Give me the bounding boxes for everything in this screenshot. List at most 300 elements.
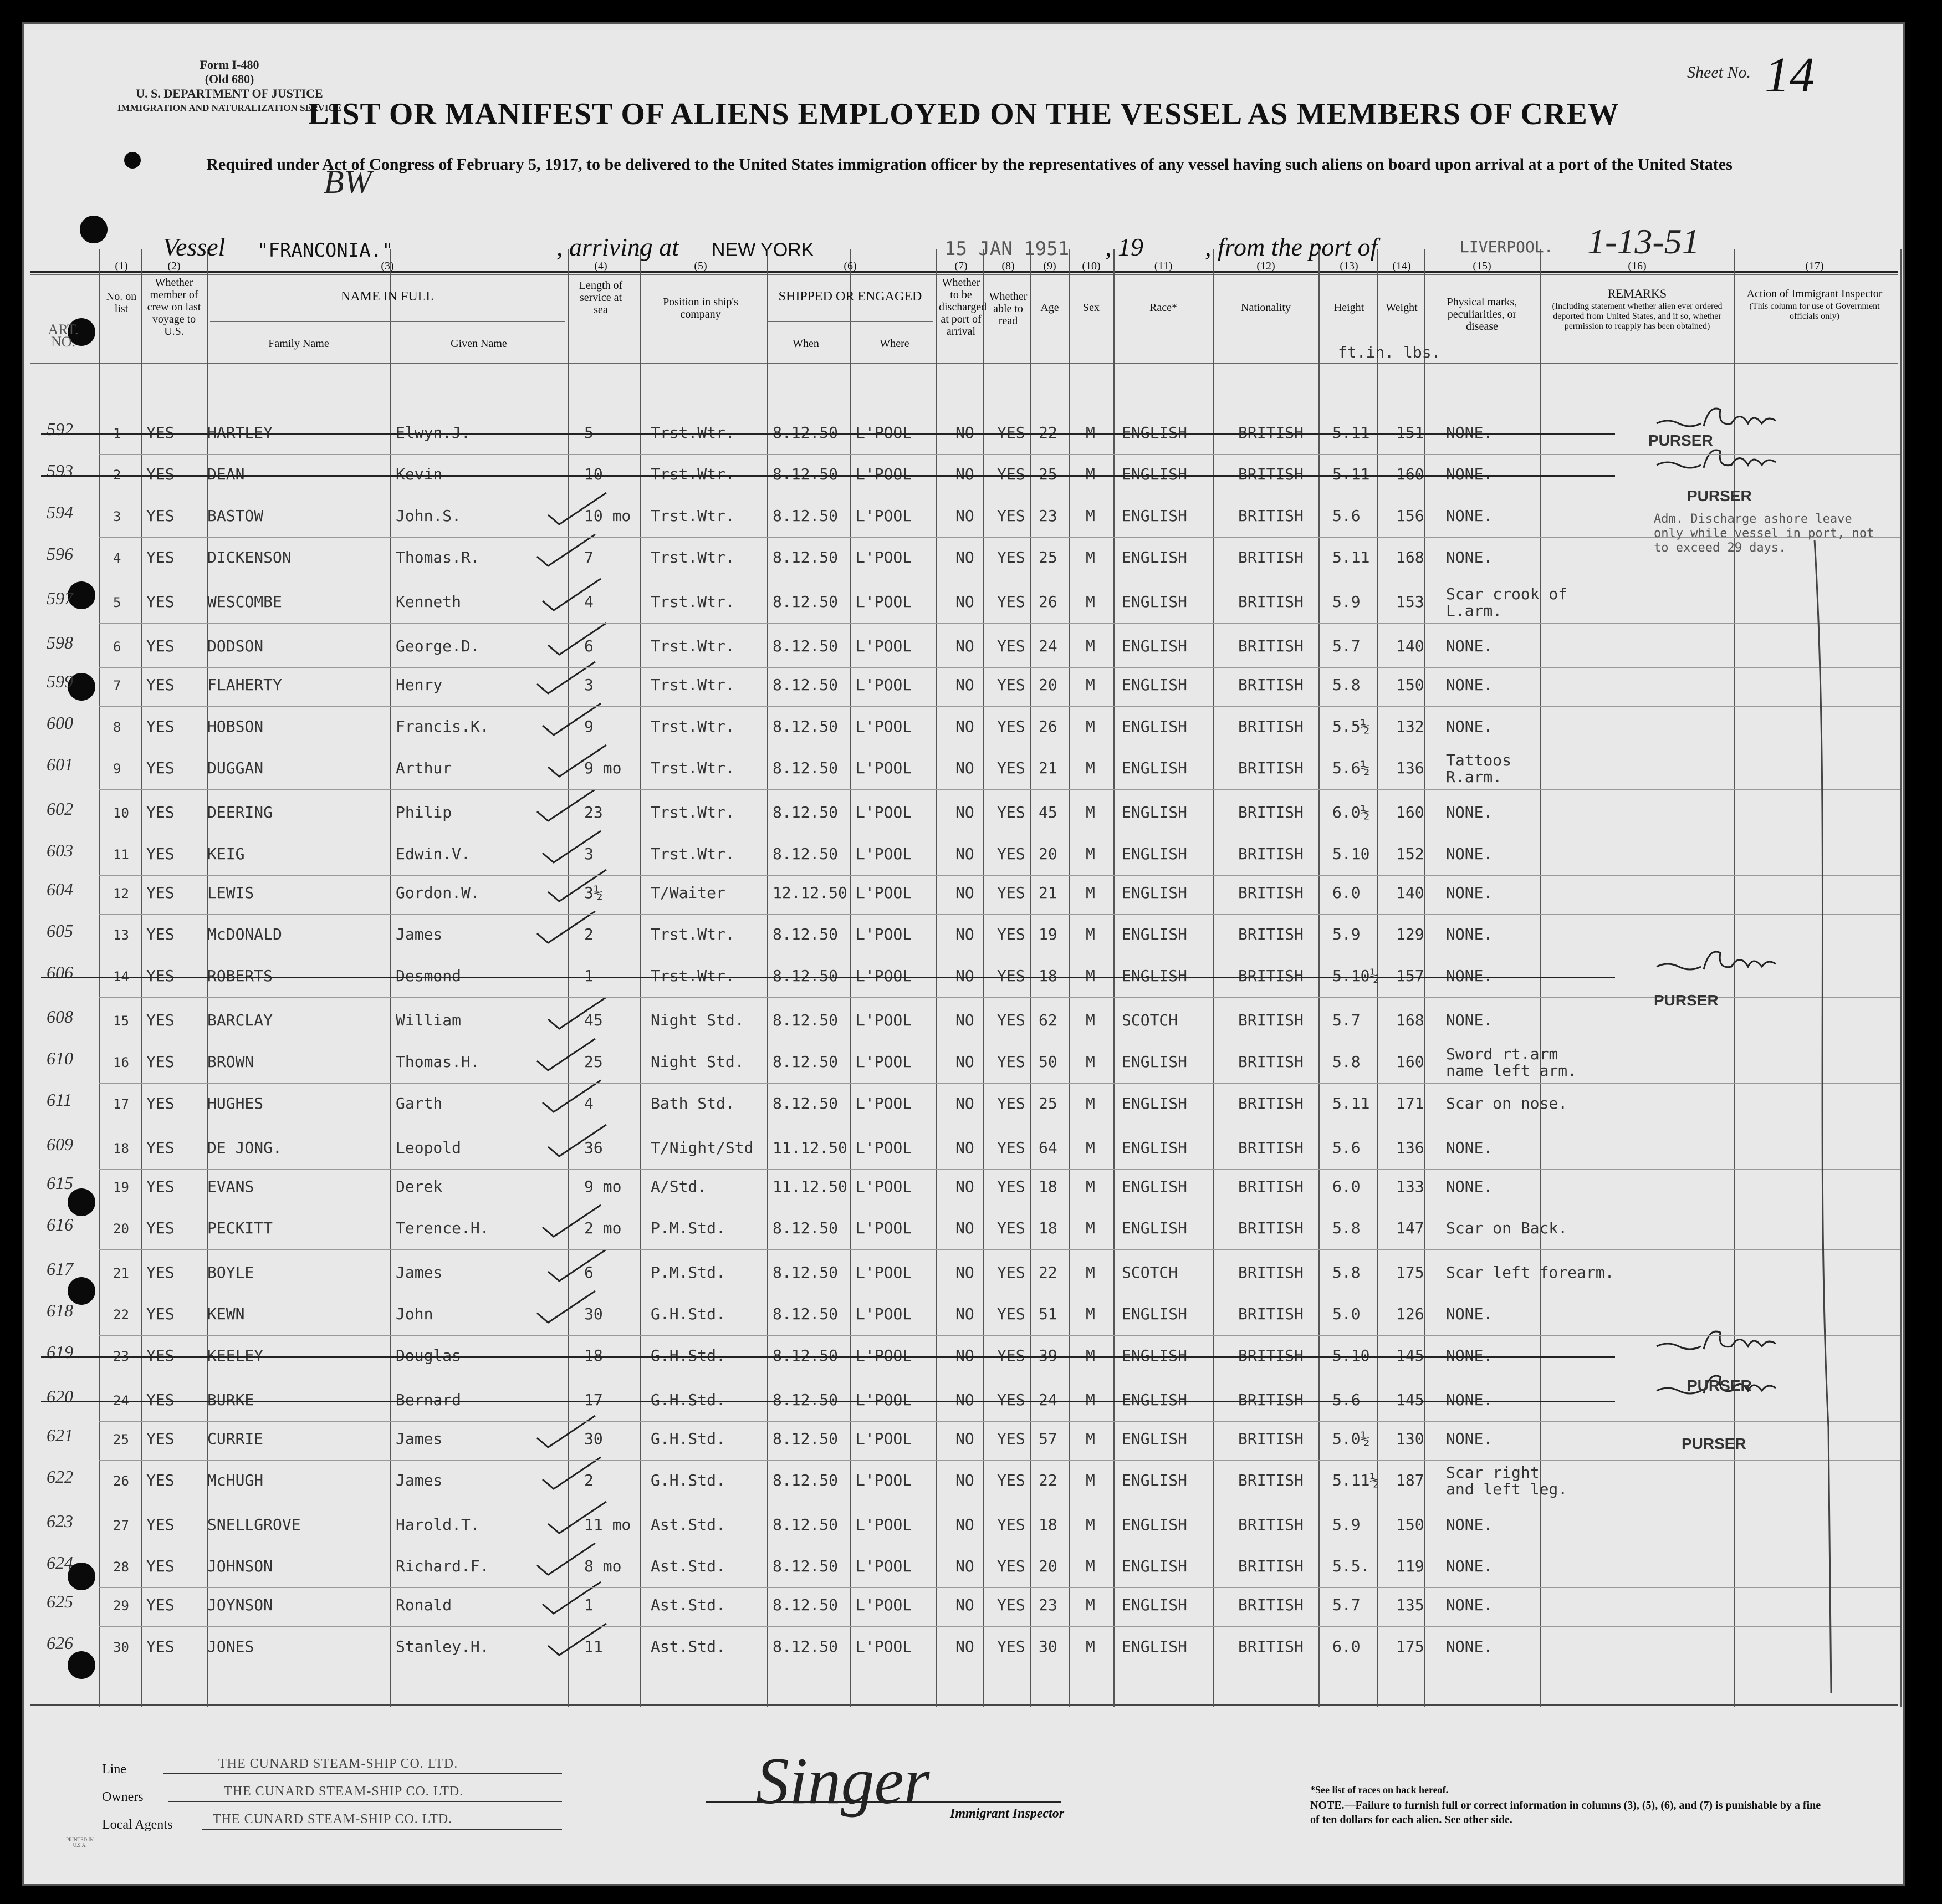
cell-weight: 140 xyxy=(1396,884,1424,902)
cell-given-name: James xyxy=(396,1471,443,1489)
cell-age: 21 xyxy=(1039,759,1057,777)
cell-height: 5.0 xyxy=(1332,1305,1361,1323)
cell-service-length: 4 xyxy=(584,593,594,611)
cell-physical-marks: NONE. xyxy=(1446,1177,1493,1196)
cell-race: ENGLISH xyxy=(1122,423,1188,442)
table-row xyxy=(24,1045,1903,1091)
cell-family-name: FLAHERTY xyxy=(207,676,282,694)
cell-height: 5.0½ xyxy=(1332,1430,1370,1448)
form-number: Form I-480 xyxy=(200,58,259,72)
cell-race: ENGLISH xyxy=(1122,1053,1188,1071)
check-mark-icon xyxy=(534,787,601,825)
cell-age: 18 xyxy=(1039,967,1057,985)
cell-position: Ast.Std. xyxy=(651,1637,725,1656)
cell-nationality: BRITISH xyxy=(1238,1391,1304,1409)
cell-service-length: 4 xyxy=(584,1094,594,1112)
cell-shipped-when: 8.12.50 xyxy=(773,1305,839,1323)
cell-shipped-when: 8.12.50 xyxy=(773,1471,839,1489)
cell-family-name: ROBERTS xyxy=(207,967,273,985)
cell-height: 5.10 xyxy=(1332,845,1370,863)
cell-height: 5.6 xyxy=(1332,1139,1361,1157)
table-row xyxy=(24,461,1903,504)
table-row xyxy=(24,1173,1903,1216)
row-rule xyxy=(99,537,1900,538)
cell-given-name: Thomas.H. xyxy=(396,1053,480,1071)
cell-given-name: James xyxy=(396,925,443,943)
cell-art: 604 xyxy=(47,879,73,899)
cell-height: 5.10½ xyxy=(1332,967,1379,985)
cell-able-to-read: YES xyxy=(997,1305,1025,1323)
cell-crew-last-voyage: YES xyxy=(146,1346,175,1365)
cell-service-length: 9 mo xyxy=(584,1177,622,1196)
cell-discharged: NO xyxy=(955,1177,974,1196)
cell-family-name: DEERING xyxy=(207,803,273,821)
cell-physical-marks: NONE. xyxy=(1446,884,1493,902)
cell-able-to-read: YES xyxy=(997,465,1025,483)
cell-row-number: 9 xyxy=(113,761,121,777)
cell-family-name: JOYNSON xyxy=(207,1596,273,1614)
cell-race: ENGLISH xyxy=(1122,967,1188,985)
cell-shipped-where: L'POOL xyxy=(856,717,912,736)
remark-note: Adm. Discharge ashore leave only while vessel in port, not to exceed 29 days. xyxy=(1654,512,1874,555)
cell-height: 5.8 xyxy=(1332,1053,1361,1071)
cell-age: 39 xyxy=(1039,1346,1057,1365)
service-name: IMMIGRATION AND NATURALIZATION SERVICE xyxy=(117,103,342,113)
cell-crew-last-voyage: YES xyxy=(146,1177,175,1196)
cell-physical-marks: NONE. xyxy=(1446,676,1493,694)
cell-age: 18 xyxy=(1039,1219,1057,1237)
cell-given-name: Kevin xyxy=(396,465,443,483)
cell-race: ENGLISH xyxy=(1122,1471,1188,1489)
cell-art: 619 xyxy=(47,1342,73,1362)
col-number: (5) xyxy=(694,260,707,272)
cell-able-to-read: YES xyxy=(997,1094,1025,1112)
agents-rule xyxy=(202,1829,562,1830)
cell-age: 24 xyxy=(1039,1391,1057,1409)
cell-position: Ast.Std. xyxy=(651,1557,725,1575)
table-row xyxy=(24,1259,1903,1302)
row-rule xyxy=(99,997,1900,998)
cell-sex: M xyxy=(1086,1053,1095,1071)
cell-nationality: BRITISH xyxy=(1238,845,1304,863)
cell-art: 618 xyxy=(47,1300,73,1320)
cell-able-to-read: YES xyxy=(997,1515,1025,1534)
cell-given-name: Desmond xyxy=(396,967,462,985)
col-header-remarks-note: (Including statement whether alien ever ordered deported from United States, and if so, whether permission to reapply has been obtained) xyxy=(1552,302,1723,331)
table-row xyxy=(24,799,1903,842)
cell-nationality: BRITISH xyxy=(1238,1430,1304,1448)
cell-physical-marks: NONE. xyxy=(1446,465,1493,483)
cell-physical-marks: NONE. xyxy=(1446,1430,1493,1448)
check-mark-icon xyxy=(534,659,601,698)
row-rule xyxy=(99,914,1900,915)
cell-sex: M xyxy=(1086,759,1095,777)
cell-art: 616 xyxy=(47,1214,73,1234)
cell-shipped-where: L'POOL xyxy=(856,1305,912,1323)
cell-family-name: DUGGAN xyxy=(207,759,264,777)
cell-position: Trst.Wtr. xyxy=(651,967,735,985)
cell-height: 5.9 xyxy=(1332,593,1361,611)
cell-age: 23 xyxy=(1039,1596,1057,1614)
col-header-able-to-read: Whether able to read xyxy=(989,290,1028,327)
cell-shipped-where: L'POOL xyxy=(856,1515,912,1534)
cell-nationality: BRITISH xyxy=(1238,507,1304,525)
cell-row-number: 2 xyxy=(113,467,121,483)
cell-able-to-read: YES xyxy=(997,845,1025,863)
table-row xyxy=(24,1214,1903,1258)
cell-shipped-when: 8.12.50 xyxy=(773,465,839,483)
cell-service-length: 2 mo xyxy=(584,1219,622,1237)
sheet-number: 14 xyxy=(1765,48,1815,103)
cell-weight: 150 xyxy=(1396,676,1424,694)
cell-race: ENGLISH xyxy=(1122,1391,1188,1409)
cell-physical-marks-line2: L.arm. xyxy=(1446,601,1503,620)
cell-position: Trst.Wtr. xyxy=(651,423,735,442)
cell-discharged: NO xyxy=(955,925,974,943)
cell-age: 18 xyxy=(1039,1515,1057,1534)
cell-discharged: NO xyxy=(955,1515,974,1534)
table-row xyxy=(24,632,1903,676)
cell-crew-last-voyage: YES xyxy=(146,803,175,821)
cell-position: Trst.Wtr. xyxy=(651,676,735,694)
cell-weight: 136 xyxy=(1396,759,1424,777)
cell-art: 609 xyxy=(47,1134,73,1154)
cell-race: ENGLISH xyxy=(1122,465,1188,483)
name-subrule xyxy=(210,321,565,322)
cell-service-length: 30 xyxy=(584,1430,603,1448)
cell-art: 594 xyxy=(47,502,73,522)
cell-shipped-where: L'POOL xyxy=(856,1557,912,1575)
cell-row-number: 4 xyxy=(113,550,121,566)
cell-physical-marks: NONE. xyxy=(1446,1391,1493,1409)
cell-given-name: Ronald xyxy=(396,1596,452,1614)
cell-shipped-when: 8.12.50 xyxy=(773,423,839,442)
col-header-height: Height xyxy=(1333,302,1364,314)
cell-physical-marks: NONE. xyxy=(1446,1139,1493,1157)
cell-service-length: 5 xyxy=(584,423,594,442)
col-number: (9) xyxy=(1043,260,1056,272)
cell-nationality: BRITISH xyxy=(1238,1219,1304,1237)
cell-physical-marks: Sword rt.arm xyxy=(1446,1045,1558,1063)
cell-position: Ast.Std. xyxy=(651,1596,725,1614)
cell-race: SCOTCH xyxy=(1122,1263,1178,1282)
cell-discharged: NO xyxy=(955,1637,974,1656)
cell-given-name: John.S. xyxy=(396,507,462,525)
cell-discharged: NO xyxy=(955,1219,974,1237)
cell-race: ENGLISH xyxy=(1122,1515,1188,1534)
cell-shipped-when: 8.12.50 xyxy=(773,1596,839,1614)
cell-weight: 150 xyxy=(1396,1515,1424,1534)
cell-discharged: NO xyxy=(955,465,974,483)
cell-nationality: BRITISH xyxy=(1238,967,1304,985)
cell-height: 5.11 xyxy=(1332,465,1370,483)
cell-shipped-where: L'POOL xyxy=(856,1263,912,1282)
cell-crew-last-voyage: YES xyxy=(146,676,175,694)
cell-sex: M xyxy=(1086,1430,1095,1448)
cell-age: 25 xyxy=(1039,548,1057,566)
from-port: LIVERPOOL. xyxy=(1460,238,1553,256)
cell-nationality: BRITISH xyxy=(1238,1011,1304,1029)
col-number: (16) xyxy=(1628,260,1647,272)
cell-position: Trst.Wtr. xyxy=(651,507,735,525)
cell-family-name: KEWN xyxy=(207,1305,245,1323)
cell-weight: 175 xyxy=(1396,1637,1424,1656)
sheet-label: Sheet No. xyxy=(1687,63,1751,81)
cell-crew-last-voyage: YES xyxy=(146,637,175,655)
cell-height: 5.9 xyxy=(1332,925,1361,943)
col-number: (12) xyxy=(1256,260,1275,272)
cell-able-to-read: YES xyxy=(997,1263,1025,1282)
cell-age: 45 xyxy=(1039,803,1057,821)
cell-crew-last-voyage: YES xyxy=(146,759,175,777)
cell-family-name: EVANS xyxy=(207,1177,254,1196)
cell-given-name: Arthur xyxy=(396,759,452,777)
cell-row-number: 30 xyxy=(113,1640,129,1655)
cell-shipped-where: L'POOL xyxy=(856,1219,912,1237)
cell-shipped-when: 8.12.50 xyxy=(773,1011,839,1029)
cell-given-name: Terence.H. xyxy=(396,1219,489,1237)
cell-age: 30 xyxy=(1039,1637,1057,1656)
check-mark-icon xyxy=(545,1122,612,1161)
cell-weight: 171 xyxy=(1396,1094,1424,1112)
cell-weight: 160 xyxy=(1396,465,1424,483)
cell-position: Trst.Wtr. xyxy=(651,593,735,611)
cell-physical-marks: NONE. xyxy=(1446,1557,1493,1575)
cell-shipped-where: L'POOL xyxy=(856,465,912,483)
cell-discharged: NO xyxy=(955,1430,974,1448)
cell-sex: M xyxy=(1086,637,1095,655)
purser-stamp: PURSER xyxy=(1648,432,1713,449)
cell-shipped-when: 8.12.50 xyxy=(773,1094,839,1112)
col-header-inspector-action: Action of Immigrant Inspector xyxy=(1746,288,1883,300)
units-row: ft.in. lbs. xyxy=(1338,343,1441,361)
cell-shipped-where: L'POOL xyxy=(856,759,912,777)
cell-row-number: 5 xyxy=(113,595,121,610)
handwritten-initials: BW xyxy=(324,164,372,200)
owners-rule xyxy=(168,1801,562,1802)
cell-family-name: BARCLAY xyxy=(207,1011,273,1029)
cell-crew-last-voyage: YES xyxy=(146,1139,175,1157)
cell-height: 5.8 xyxy=(1332,676,1361,694)
cell-sex: M xyxy=(1086,1515,1095,1534)
cell-race: ENGLISH xyxy=(1122,1094,1188,1112)
cell-shipped-where: L'POOL xyxy=(856,637,912,655)
cell-art: 603 xyxy=(47,840,73,860)
check-mark-icon xyxy=(545,620,612,659)
table-row xyxy=(24,1090,1903,1133)
cell-height: 5.10 xyxy=(1332,1346,1370,1365)
col-number: (11) xyxy=(1154,260,1173,272)
cell-shipped-when: 8.12.50 xyxy=(773,803,839,821)
cell-physical-marks: NONE. xyxy=(1446,1637,1493,1656)
cell-nationality: BRITISH xyxy=(1238,593,1304,611)
cell-crew-last-voyage: YES xyxy=(146,423,175,442)
remark-bracket-line xyxy=(1809,540,1842,1693)
cell-row-number: 11 xyxy=(113,847,129,862)
check-mark-icon xyxy=(534,1413,601,1452)
col-header-crew-last-voyage: Whether member of crew on last voyage to U.S. xyxy=(147,277,201,338)
cell-age: 50 xyxy=(1039,1053,1057,1071)
cell-given-name: Bernard xyxy=(396,1391,462,1409)
cell-row-number: 27 xyxy=(113,1518,129,1533)
cell-crew-last-voyage: YES xyxy=(146,1094,175,1112)
cell-physical-marks: NONE. xyxy=(1446,1346,1493,1365)
cell-service-length: 11 xyxy=(584,1637,603,1656)
cell-weight: 119 xyxy=(1396,1557,1424,1575)
cell-given-name: George.D. xyxy=(396,637,480,655)
cell-row-number: 8 xyxy=(113,719,121,735)
cell-row-number: 28 xyxy=(113,1559,129,1575)
cell-row-number: 6 xyxy=(113,639,121,655)
cell-weight: 152 xyxy=(1396,845,1424,863)
cell-able-to-read: YES xyxy=(997,1391,1025,1409)
cell-family-name: PECKITT xyxy=(207,1219,273,1237)
cell-able-to-read: YES xyxy=(997,593,1025,611)
col-number: (3) xyxy=(381,260,394,272)
cell-art: 601 xyxy=(47,754,73,774)
cell-weight: 145 xyxy=(1396,1391,1424,1409)
cell-age: 62 xyxy=(1039,1011,1057,1029)
cell-discharged: NO xyxy=(955,507,974,525)
cell-age: 51 xyxy=(1039,1305,1057,1323)
cell-shipped-where: L'POOL xyxy=(856,1471,912,1489)
col-number: (2) xyxy=(167,260,181,272)
cell-shipped-when: 8.12.50 xyxy=(773,759,839,777)
row-rule xyxy=(99,1169,1900,1170)
table-row xyxy=(24,751,1903,798)
cell-crew-last-voyage: YES xyxy=(146,1515,175,1534)
cell-sex: M xyxy=(1086,717,1095,736)
col-header-nationality: Nationality xyxy=(1241,302,1291,314)
cell-race: ENGLISH xyxy=(1122,884,1188,902)
cell-crew-last-voyage: YES xyxy=(146,1557,175,1575)
cell-shipped-when: 8.12.50 xyxy=(773,1391,839,1409)
cell-discharged: NO xyxy=(955,1471,974,1489)
table-row xyxy=(24,1300,1903,1344)
cell-race: ENGLISH xyxy=(1122,676,1188,694)
department-name: U. S. DEPARTMENT OF JUSTICE xyxy=(136,86,323,100)
cell-discharged: NO xyxy=(955,1305,974,1323)
cell-position: Bath Std. xyxy=(651,1094,735,1112)
col-number: (14) xyxy=(1392,260,1411,272)
cell-nationality: BRITISH xyxy=(1238,548,1304,566)
cell-art: 608 xyxy=(47,1007,73,1027)
col-number: (4) xyxy=(594,260,607,272)
cell-physical-marks: NONE. xyxy=(1446,1596,1493,1614)
cell-given-name: Henry xyxy=(396,676,443,694)
col-header-no-on-list: No. on list xyxy=(106,290,137,315)
cell-family-name: DE JONG. xyxy=(207,1139,282,1157)
col-number: (13) xyxy=(1340,260,1358,272)
cell-art: 626 xyxy=(47,1633,73,1653)
cell-crew-last-voyage: YES xyxy=(146,884,175,902)
cell-sex: M xyxy=(1086,676,1095,694)
cell-service-length: 6 xyxy=(584,637,594,655)
cell-given-name: Edwin.V. xyxy=(396,845,471,863)
cell-nationality: BRITISH xyxy=(1238,884,1304,902)
cell-height: 5.11 xyxy=(1332,1094,1370,1112)
cell-position: Trst.Wtr. xyxy=(651,803,735,821)
cell-family-name: BROWN xyxy=(207,1053,254,1071)
cell-shipped-when: 8.12.50 xyxy=(773,1637,839,1656)
cell-physical-marks: Scar on nose. xyxy=(1446,1094,1568,1112)
cell-row-number: 13 xyxy=(113,927,129,943)
cell-shipped-where: L'POOL xyxy=(856,925,912,943)
cell-nationality: BRITISH xyxy=(1238,1177,1304,1196)
cell-able-to-read: YES xyxy=(997,507,1025,525)
cell-age: 25 xyxy=(1039,465,1057,483)
cell-position: Trst.Wtr. xyxy=(651,845,735,863)
table-row xyxy=(24,840,1903,884)
cell-race: ENGLISH xyxy=(1122,925,1188,943)
cell-sex: M xyxy=(1086,884,1095,902)
cell-race: ENGLISH xyxy=(1122,1596,1188,1614)
cell-sex: M xyxy=(1086,1391,1095,1409)
row-rule xyxy=(99,1083,1900,1084)
cell-age: 19 xyxy=(1039,925,1057,943)
cell-art: 592 xyxy=(47,419,73,439)
cell-crew-last-voyage: YES xyxy=(146,1263,175,1282)
col-header-position: Position in ship's company xyxy=(663,296,738,320)
cell-art: 625 xyxy=(47,1591,73,1611)
owners-value: THE CUNARD STEAM-SHIP CO. LTD. xyxy=(224,1784,464,1799)
cell-row-number: 12 xyxy=(113,886,129,901)
cell-shipped-when: 8.12.50 xyxy=(773,1346,839,1365)
row-rule xyxy=(99,1249,1900,1250)
cell-able-to-read: YES xyxy=(997,925,1025,943)
cell-family-name: BURKE xyxy=(207,1391,254,1409)
agents-value: THE CUNARD STEAM-SHIP CO. LTD. xyxy=(213,1812,453,1826)
cell-able-to-read: YES xyxy=(997,1430,1025,1448)
cell-service-length: 10 mo xyxy=(584,507,631,525)
cell-art: 621 xyxy=(47,1425,73,1445)
cell-nationality: BRITISH xyxy=(1238,1515,1304,1534)
table-row xyxy=(24,1633,1903,1676)
cell-shipped-where: L'POOL xyxy=(856,676,912,694)
cell-shipped-when: 8.12.50 xyxy=(773,507,839,525)
strike-through-line xyxy=(41,1356,1615,1358)
cell-age: 26 xyxy=(1039,593,1057,611)
cell-race: ENGLISH xyxy=(1122,1430,1188,1448)
cell-service-length: 2 xyxy=(584,925,594,943)
cell-art: 611 xyxy=(47,1090,72,1110)
cell-height: 5.6 xyxy=(1332,1391,1361,1409)
cell-shipped-where: L'POOL xyxy=(856,1011,912,1029)
col-header-where: Where xyxy=(880,338,909,350)
cell-art: 624 xyxy=(47,1553,73,1573)
cell-able-to-read: YES xyxy=(997,637,1025,655)
cell-family-name: HARTLEY xyxy=(207,423,273,442)
table-row xyxy=(24,1511,1903,1554)
cell-family-name: LEWIS xyxy=(207,884,254,902)
cell-row-number: 7 xyxy=(113,678,121,693)
cell-row-number: 25 xyxy=(113,1432,129,1447)
cell-discharged: NO xyxy=(955,967,974,985)
row-rule xyxy=(99,1460,1900,1461)
line-value: THE CUNARD STEAM-SHIP CO. LTD. xyxy=(218,1757,458,1771)
cell-service-length: 10 xyxy=(584,465,603,483)
cell-crew-last-voyage: YES xyxy=(146,507,175,525)
page-title: LIST OR MANIFEST OF ALIENS EMPLOYED ON THE VESSEL AS MEMBERS OF CREW xyxy=(308,97,1619,131)
cell-age: 20 xyxy=(1039,845,1057,863)
cell-weight: 153 xyxy=(1396,593,1424,611)
table-row xyxy=(24,419,1903,462)
cell-art: 598 xyxy=(47,632,73,652)
inspector-signature: Singer xyxy=(756,1744,930,1818)
cell-crew-last-voyage: YES xyxy=(146,1011,175,1029)
cell-family-name: KEIG xyxy=(207,845,245,863)
purser-stamp: PURSER xyxy=(1654,992,1719,1009)
